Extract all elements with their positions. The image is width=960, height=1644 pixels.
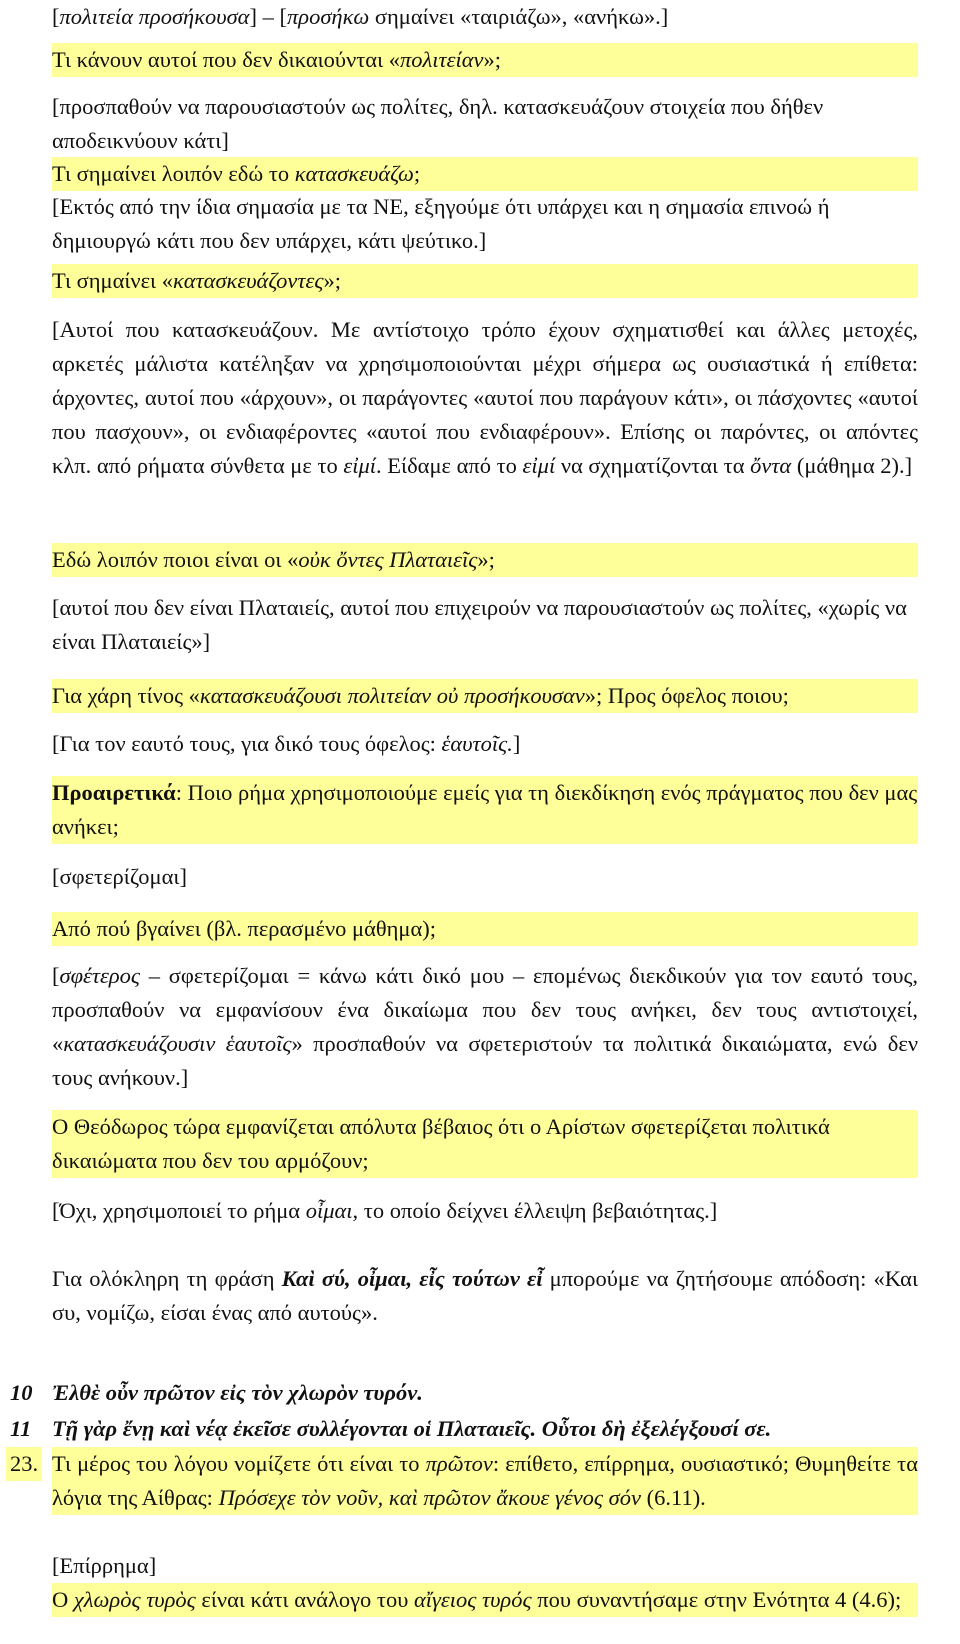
answer-4: [αυτοί που δεν είναι Πλαταιείς, αυτοί που επιχειρούν να παρουσιαστούν ως πολίτες, «χωρίς να είναι Πλαταιείς»] (52, 595, 907, 654)
question-3 (52, 264, 918, 298)
question-4 (52, 543, 918, 577)
text: »; (483, 47, 502, 72)
question-1 (52, 43, 918, 77)
text: κατασκευάζω (294, 161, 414, 186)
answer-7 (52, 959, 918, 1095)
text: μπορούμε να ζητήσουμε απόδοση: «Και συ, νομίζω, είσαι ένας από αυτούς». (52, 1266, 919, 1325)
text: εἰμί (522, 453, 556, 478)
note-full-phrase (52, 1262, 918, 1330)
text: Για χάρη τίνος « (52, 683, 200, 708)
text: : Ποιο ρήμα χρησιμοποιούμε εμείς για τη διεκδίκηση ενός πράγματος που δεν μας ανήκει; (52, 780, 918, 839)
answer-5 (52, 727, 918, 761)
answer-1: [προσπαθούν να παρουσιαστούν ως πολίτες, δηλ. κατασκευάζουν στοιχεία που δήθεν αποδεικνύουν κάτι] (52, 94, 824, 153)
text: , το οποίο δείχνει έλλειψη βεβαιότητας.] (352, 1198, 718, 1223)
question-2 (52, 157, 918, 191)
text: κατασκευάζουσιν ἑαυτοῖς (63, 1031, 292, 1056)
text: εἰμί (343, 453, 377, 478)
question-8: Ο Θεόδωρος τώρα εμφανίζεται απόλυτα βέβαιος ότι ο Αρίστων σφετερίζεται πολιτικά δικαιώματα που δεν του αρμόζουν; (52, 1110, 918, 1178)
text: αἴγειος τυρός (413, 1587, 532, 1612)
text: Ο (52, 1587, 74, 1612)
text: [ (52, 963, 60, 988)
text: Τι κάνουν αυτοί που δεν δικαιούνται « (52, 47, 401, 72)
text: είναι κάτι ανάλογο του (195, 1587, 414, 1612)
text: ] – [ (249, 4, 287, 29)
text: πολιτείαν (400, 47, 484, 72)
text: – σφετερίζομαι = κάνω κάτι δικό μου – επομένως διεκδικούν για τον εαυτό τους, προσπαθούν να εμφανίσουν ένα δικαίωμα που δεν τους ανήκει, δεν τους αντιστοιχεί, « (52, 963, 918, 1056)
text: πολιτεία προσήκουσα (59, 4, 250, 29)
question-7: Από πού βγαίνει (βλ. περασμένο μάθημα); (52, 912, 918, 946)
text: . Είδαμε από το (376, 453, 523, 478)
text: Πρόσεχε τὸν νοῦν, καὶ πρῶτον ἄκουε γένος σόν (218, 1485, 642, 1510)
text: [Αυτοί που κατασκευάζουν. Με αντίστοιχο τρόπο έχουν σχηματισθεί και άλλες μετοχές, αρκετές μάλιστα κατέληξαν να χρησιμοποιούνται μέχρι σήμερα ως ουσιαστικά ή επίθετα: άρχοντες, αυτοί που «άρχουν», οι παράγοντες «αυτοί που παράγουν κάτι», οι πάσχοντες «αυτοί που πασχουν», οι ενδιαφέροντες «αυτοί που ενδιαφέρουν». Επίσης οι παρόντες, οι απόντες κλπ. από ρήματα σύνθετα με το (52, 317, 918, 478)
text: Τι μέρος του λόγου νομίζετε ότι είναι το (52, 1451, 426, 1476)
question-9 (52, 1447, 918, 1515)
text: ] (512, 731, 521, 756)
text: ἑαυτοῖς. (441, 731, 513, 756)
text: κατασκευάζουσι πολιτείαν οὐ προσήκουσαν (199, 683, 585, 708)
text: (μάθημα 2).] (791, 453, 913, 478)
text: να σχηματίζονται τα (555, 453, 751, 478)
greek-text-line-11: Τῇ γὰρ ἔνῃ καὶ νέᾳ ἐκεῖσε συλλέγονται οἱ Πλαταιεῖς. Οὗτοι δὴ ἐξελέγξουσί σε. (52, 1416, 772, 1441)
answer-2: [Εκτός από την ίδια σημασία με τα ΝΕ, εξηγούμε ότι υπάρχει και η σημασία επινοώ ή δημιουργώ κάτι που δεν υπάρχει, κάτι ψεύτικο.] (52, 194, 830, 253)
text: Προαιρετικά (52, 780, 176, 805)
text: Καὶ σύ, οἶμαι, εἶς τούτων εἶ (281, 1266, 543, 1291)
text: »; Προς όφελος ποιου; (584, 683, 789, 708)
text: Τι σημαίνει λοιπόν εδώ το (52, 161, 295, 186)
text: ὄντα (750, 453, 792, 478)
text: Για ολόκληρη τη φράση (52, 1266, 282, 1291)
text: που συναντήσαμε στην Ενότητα 4 (4.6); (531, 1587, 902, 1612)
text: : επίθετο, επίρρημα, ουσιαστικό; Θυμηθείτε τα λόγια της Αίθρας: (52, 1451, 918, 1510)
text: σφέτερος (59, 963, 141, 988)
text: σημαίνει «ταιριάζω», «ανήκω».] (369, 4, 669, 29)
text: οὐκ ὄντες Πλαταιεῖς (298, 547, 478, 572)
answer-9: [Επίρρημα] (52, 1553, 157, 1578)
text: »; (323, 268, 341, 293)
text: κατασκευάζοντες (172, 268, 324, 293)
text: » προσπαθούν να σφετεριστούν τα πολιτικά δικαιώματα, ενώ δεν τους ανήκουν.] (52, 1031, 918, 1090)
text: Τι σημαίνει « (52, 268, 173, 293)
text: Εδώ λοιπόν ποιοι είναι οι « (52, 547, 299, 572)
text: [Για τον εαυτό τους, για δικό τους όφελος: (52, 731, 442, 756)
question-10 (52, 1583, 918, 1617)
answer-6: [σφετερίζομαι] (52, 864, 187, 889)
answer-3 (52, 313, 918, 483)
text: (6.11). (641, 1485, 706, 1510)
line-number-11: 11 (10, 1416, 32, 1441)
text: ; (413, 161, 421, 186)
text: [Όχι, χρησιμοποιεί το ρήμα (52, 1198, 306, 1223)
item-number-23: 23. (6, 1447, 42, 1481)
text: προσήκω (287, 4, 370, 29)
text: [ (52, 4, 60, 29)
question-5 (52, 679, 918, 713)
note-politeia (52, 0, 918, 34)
text: χλωρὸς τυρὸς (73, 1587, 196, 1612)
text: »; (477, 547, 495, 572)
answer-8 (52, 1194, 918, 1228)
question-6 (52, 776, 918, 844)
greek-text-line-10: Ἐλθὲ οὖν πρῶτον εἰς τὸν χλωρὸν τυρόν. (52, 1380, 423, 1405)
text: πρῶτον (425, 1451, 493, 1476)
text: οἶμαι (305, 1198, 353, 1223)
line-number-10: 10 (10, 1380, 33, 1405)
